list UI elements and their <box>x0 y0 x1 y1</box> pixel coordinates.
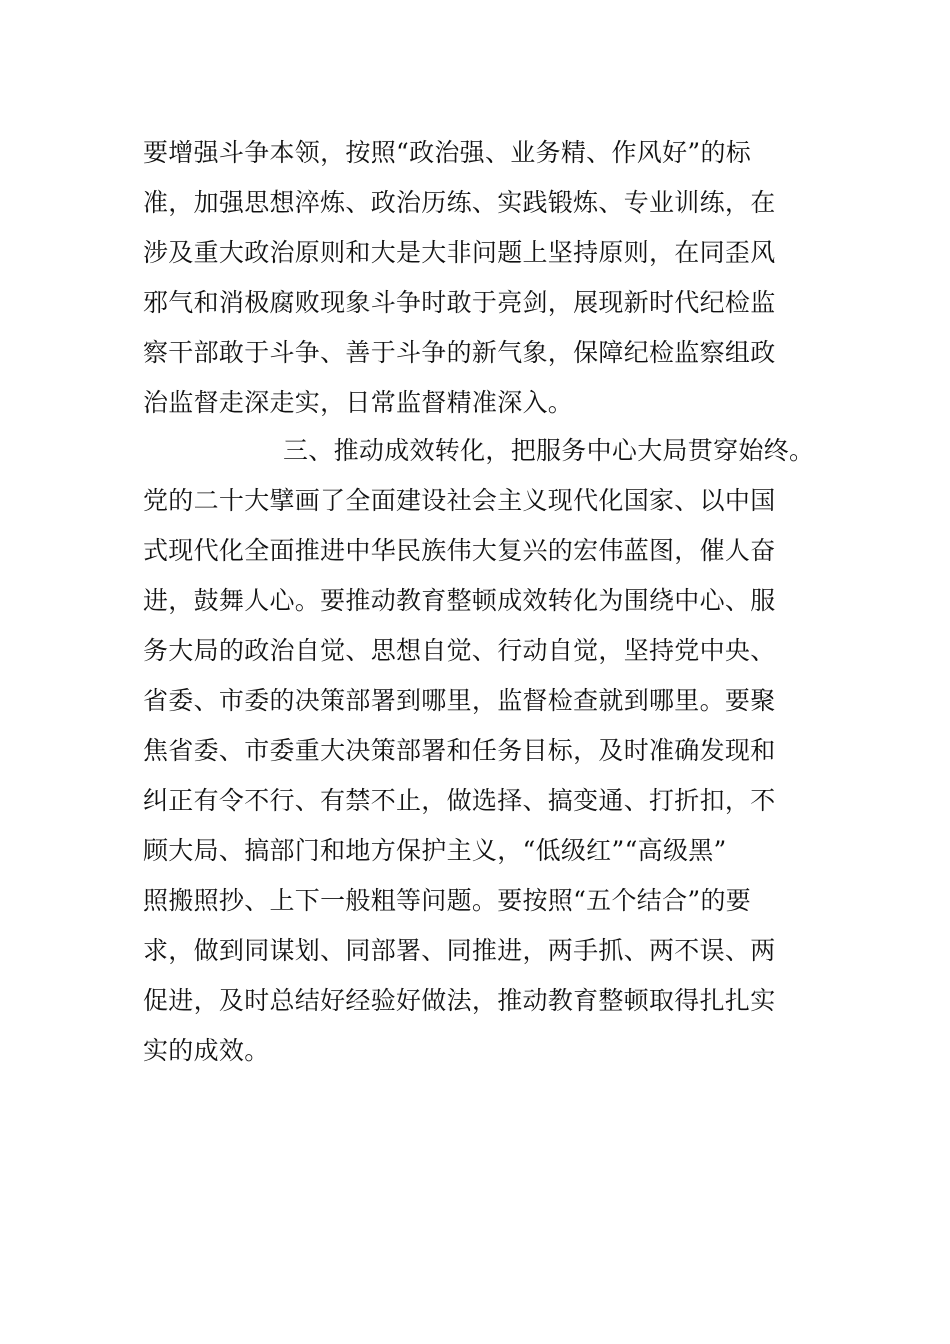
paragraph-line: 促进，及时总结好经验好做法，推动教育整顿取得扎扎实 <box>143 986 776 1015</box>
paragraph-line: 涉及重大政治原则和大是大非问题上坚持原则，在同歪风 <box>143 238 776 267</box>
paragraph-line: 治监督走深走实，日常监督精准深入。 <box>143 388 574 417</box>
paragraph-line: 准，加强思想淬炼、政治历练、实践锻炼、专业训练，在 <box>143 188 776 217</box>
paragraph-line: 式现代化全面推进中华民族伟大复兴的宏伟蓝图，催人奋 <box>143 536 776 565</box>
paragraph-line: 照搬照抄、上下一般粗等问题。要按照“五个结合”的要 <box>143 886 752 915</box>
section-3 <box>143 426 843 1076</box>
paragraph-line: 焦省委、市委重大决策部署和任务目标，及时准确发现和 <box>143 736 776 765</box>
section-heading: 三、推动成效转化，把服务中心大局贯穿始终。 <box>283 436 815 465</box>
paragraph-line: 察干部敢于斗争、善于斗争的新气象，保障纪检监察组政 <box>143 338 776 367</box>
paragraph-line: 省委、市委的决策部署到哪里，监督检查就到哪里。要聚 <box>143 686 776 715</box>
paragraph-line: 邪气和消极腐败现象斗争时敢于亮剑，展现新时代纪检监 <box>143 288 776 317</box>
paragraph-line: 党的二十大擘画了全面建设社会主义现代化国家、以中国 <box>143 486 776 515</box>
paragraph-line: 进，鼓舞人心。要推动教育整顿成效转化为围绕中心、服 <box>143 586 776 615</box>
paragraph-line: 实的成效。 <box>143 1036 270 1065</box>
paragraph-line: 求，做到同谋划、同部署、同推进，两手抓、两不误、两 <box>143 936 776 965</box>
paragraph-line: 纠正有令不行、有禁不止，做选择、搞变通、打折扣，不 <box>143 786 776 815</box>
paragraph-line: 顾大局、搞部门和地方保护主义，“低级红”“高级黑” <box>143 836 727 865</box>
paragraph-line: 务大局的政治自觉、思想自觉、行动自觉，坚持党中央、 <box>143 636 776 665</box>
paragraph-1 <box>143 128 843 428</box>
paragraph-line: 要增强斗争本领，按照“政治强、业务精、作风好”的标 <box>143 138 752 167</box>
